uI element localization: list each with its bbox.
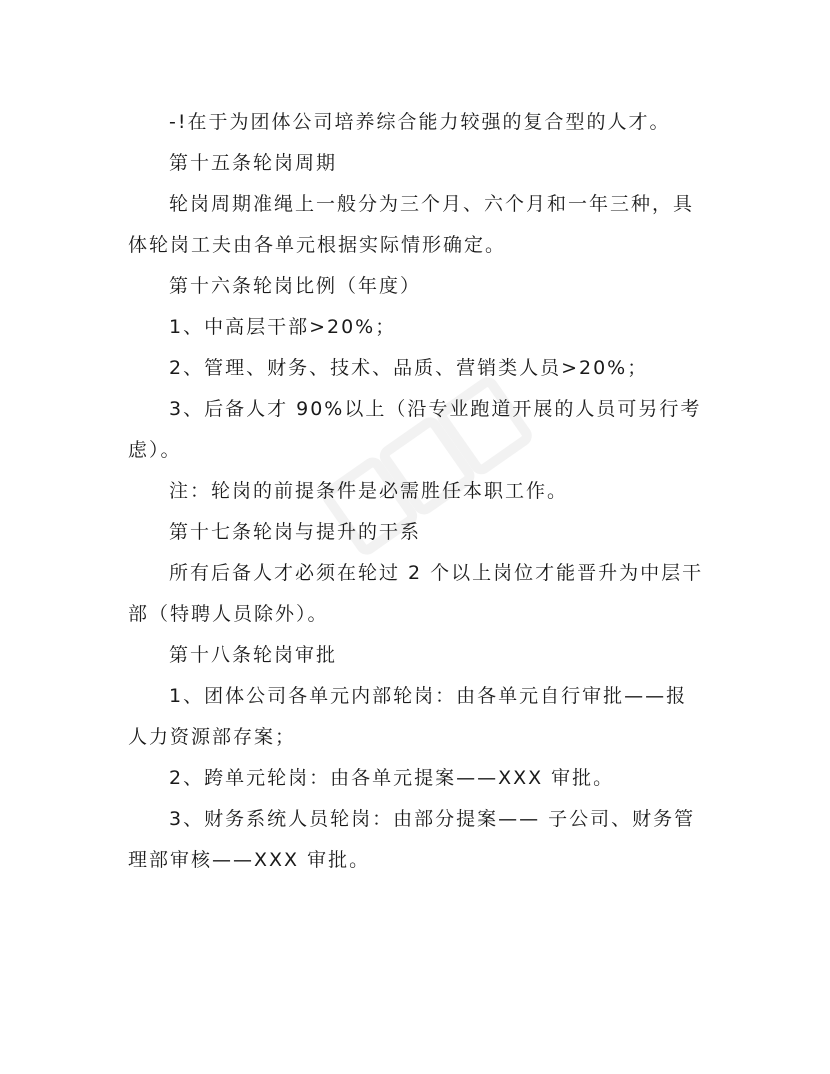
section-heading: 第十五条轮岗周期 bbox=[169, 152, 338, 174]
section-heading: 第十七条轮岗与提升的干系 bbox=[169, 521, 422, 543]
list-item-continuation: 虑）。 bbox=[128, 439, 182, 461]
list-item: 2、管理、财务、技术、品质、营销类人员>20%； bbox=[169, 357, 649, 379]
document-body bbox=[128, 102, 718, 881]
paragraph-line: 轮岗周期准绳上一般分为三个月、六个月和一年三种，具 bbox=[169, 193, 695, 215]
list-item: 2、跨单元轮岗：由各单元提案——XXX 审批。 bbox=[169, 767, 615, 789]
section-heading: 第十六条轮岗比例（年度） bbox=[169, 275, 422, 297]
list-item: 1、中高层干部>20%； bbox=[169, 316, 397, 338]
list-item-continuation: 人力资源部存案； bbox=[128, 726, 297, 748]
list-item: 1、团体公司各单元内部轮岗：由各单元自行审批——报 bbox=[169, 685, 688, 707]
list-item-continuation: 理部审核——XXX 审批。 bbox=[128, 849, 371, 871]
list-item: 3、后备人才 90%以上（沿专业跑道开展的人员可另行考 bbox=[169, 398, 702, 420]
paragraph-line: -!在于为团体公司培养综合能力较强的复合型的人才。 bbox=[169, 111, 671, 133]
list-item: 3、财务系统人员轮岗：由部分提案—— 子公司、财务管 bbox=[169, 808, 696, 830]
note-line: 注：轮岗的前提条件是必需胜任本职工作。 bbox=[169, 480, 569, 502]
section-heading: 第十八条轮岗审批 bbox=[169, 644, 338, 666]
paragraph-line: 部（特聘人员除外）。 bbox=[128, 603, 329, 625]
paragraph-line: 所有后备人才必须在轮过 2 个以上岗位才能晋升为中层干 bbox=[169, 562, 704, 584]
paragraph-line: 体轮岗工夫由各单元根据实际情形确定。 bbox=[128, 234, 507, 256]
